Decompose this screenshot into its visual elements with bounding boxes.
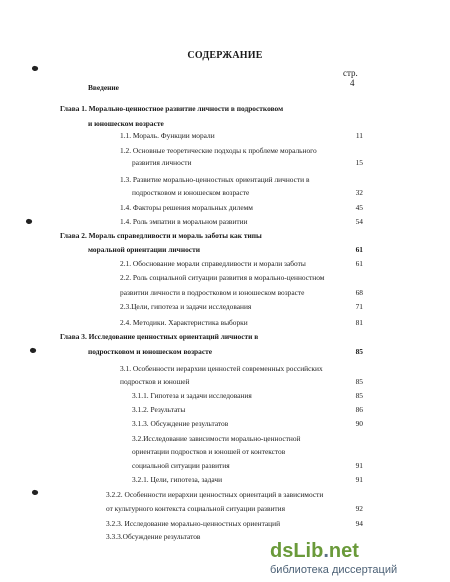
- toc-entry-title: моральной ориентации личности: [88, 245, 200, 254]
- toc-entry-page: 15: [355, 158, 363, 167]
- toc-entry-page: 45: [355, 203, 363, 212]
- watermark-subtitle: библиотека диссертаций: [270, 564, 398, 576]
- page-column-label: стр.: [343, 68, 358, 78]
- watermark-brand-left: dsLib: [270, 540, 324, 562]
- toc-entry-title: подростков и юношей: [120, 377, 190, 386]
- toc-entry-title: Введение: [88, 83, 119, 92]
- toc-entry-page: 85: [355, 347, 363, 356]
- toc-entry-title: и юношеском возрасте: [88, 119, 164, 128]
- toc-entry-title: подростковом и юношеском возрасте: [88, 347, 213, 356]
- toc-entry-title: 1.2. Основные теоретические подходы к проблеме морального: [120, 146, 317, 155]
- toc-entry-page: 32: [355, 188, 363, 197]
- toc-entry-title: Глава 3. Исследование ценностных ориентаций личности в: [60, 332, 259, 341]
- toc-entry-page: 94: [355, 519, 363, 528]
- toc-entry-title: 3.1. Особенности иерархии ценностей современных российских: [120, 364, 323, 373]
- toc-entry-title: социальной ситуации развития: [132, 461, 230, 470]
- toc-entry-page: 85: [355, 391, 363, 400]
- toc-entry-title: 1.3. Развитие морально-ценностных ориентаций личности в: [120, 175, 310, 184]
- toc-entry-page: 71: [355, 302, 363, 311]
- toc-entry-title: 1.4. Роль эмпатии в моральном развитии: [120, 217, 248, 226]
- dslib-watermark: [270, 540, 445, 578]
- toc-entry-title: 3.1.2. Результаты: [132, 405, 186, 414]
- toc-entry-title: от культурного контекста социальной ситуации развития: [106, 504, 286, 513]
- page-column-header: [343, 68, 358, 88]
- toc-entry-title: Глава 1. Морально-ценностное развитие личности в подростковом: [60, 104, 284, 113]
- intro-page-number: 4: [350, 78, 355, 88]
- watermark-brand-right: net: [328, 540, 359, 562]
- toc-entry-title: 3.2.1. Цели, гипотеза, задачи: [132, 475, 223, 484]
- toc-entry-title: 2.1. Обоснование морали справедливости и морали заботы: [120, 259, 306, 268]
- toc-entry-title: Глава 2. Мораль справедливости и мораль заботы как типы: [60, 231, 262, 240]
- toc-entry-title: 1.4. Факторы решения моральных дилемм: [120, 203, 253, 212]
- toc-entry-title: 3.2.2. Особенности иерархии ценностных ориентаций в зависимости: [106, 490, 324, 499]
- toc-entry-page: 86: [355, 405, 363, 414]
- toc-entry-page: 90: [355, 419, 363, 428]
- toc-entry-title: развития личности: [132, 158, 192, 167]
- toc-entry-page: 68: [355, 288, 363, 297]
- scan-speck: [31, 65, 38, 72]
- toc-entry-page: 11: [355, 131, 363, 140]
- toc-entry-title: 3.3.3.Обсуждение результатов: [106, 532, 201, 541]
- scan-speck: [25, 218, 32, 225]
- toc-entry-title: развитии личности в подростковом и юношеском возрасте: [120, 288, 305, 297]
- toc-entry-page: 85: [355, 377, 363, 386]
- toc-entry-page: 92: [355, 504, 363, 513]
- watermark-brand: [270, 540, 359, 563]
- toc-entry-title: подростковом и юношеском возрасте: [132, 188, 250, 197]
- scan-speck: [29, 347, 36, 354]
- toc-entry-page: 91: [355, 475, 363, 484]
- toc-entry-title: 2.3.Цели, гипотеза и задачи исследования: [120, 302, 252, 311]
- toc-entry-title: 2.4. Методики. Характеристика выборки: [120, 318, 248, 327]
- toc-entry-page: 61: [355, 245, 363, 254]
- scan-speck: [31, 489, 38, 496]
- toc-entry-title: 3.2.3. Исследование морально-ценностных ориентаций: [106, 519, 281, 528]
- toc-entry-title: 1.1. Мораль. Функции морали: [120, 131, 215, 140]
- toc-entry-page: 54: [355, 217, 363, 226]
- watermark-brand-dot: .: [323, 540, 329, 562]
- toc-entry-title: 3.2.Исследование зависимости морально-ценностной: [132, 434, 301, 443]
- toc-entry-page: 81: [355, 318, 363, 327]
- toc-entry-page: 61: [355, 259, 363, 268]
- toc-entry-title: ориентации подростков и юношей от контекстов: [132, 447, 286, 456]
- toc-entry-title: 3.1.1. Гипотеза и задачи исследования: [132, 391, 252, 400]
- page-title: СОДЕРЖАНИЕ: [187, 50, 263, 61]
- toc-entry-title: 3.1.3. Обсуждение результатов: [132, 419, 229, 428]
- toc-entry-page: 91: [355, 461, 363, 470]
- toc-entry-title: 2.2. Роль социальной ситуации развития в морально-ценностном: [120, 273, 325, 282]
